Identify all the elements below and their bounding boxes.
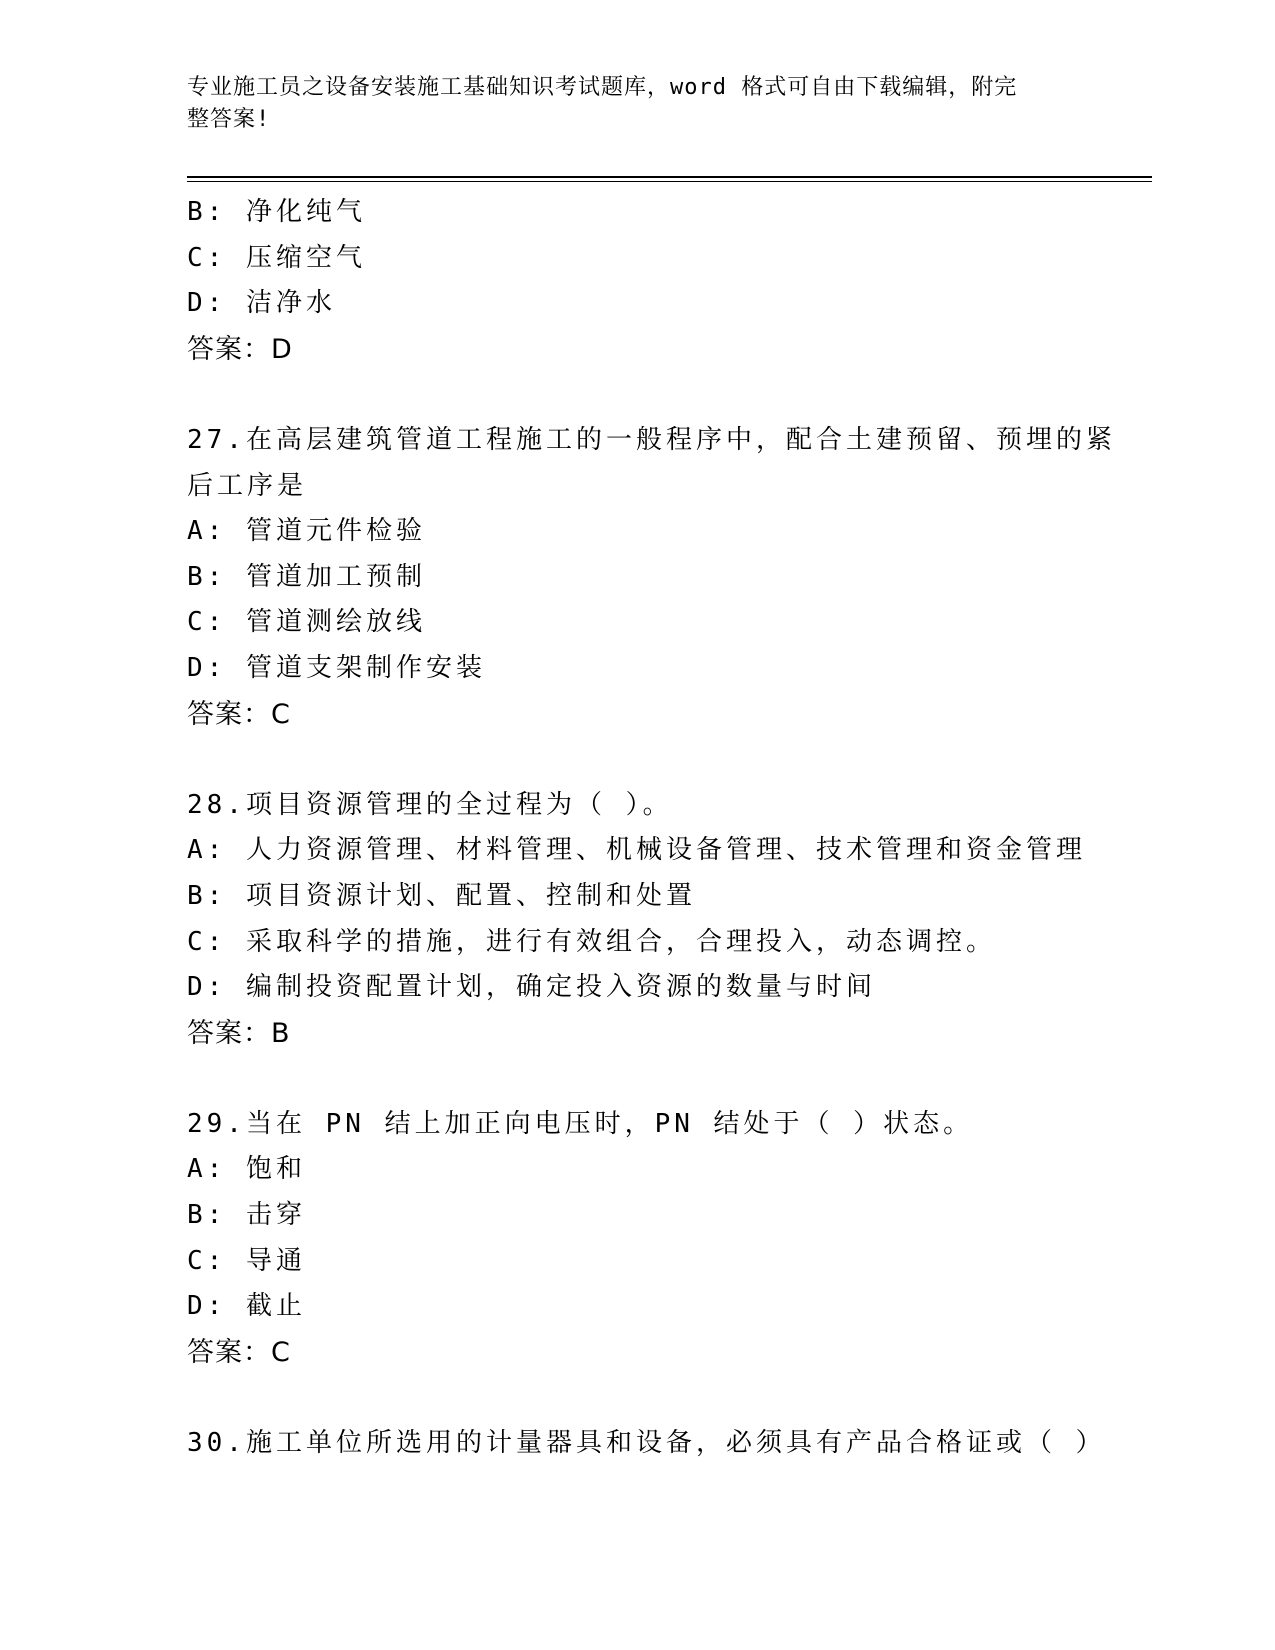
spacer (187, 372, 1147, 418)
question-27 (187, 418, 1147, 737)
spacer (187, 1375, 1147, 1421)
question-stem-line-1: 27.在高层建筑管道工程施工的一般程序中，配合土建预留、预埋的紧 (187, 424, 1116, 455)
option-c: C: 管道测绘放线 (187, 607, 426, 638)
option-c: C: 采取科学的措施，进行有效组合，合理投入，动态调控。 (187, 926, 996, 957)
option-d: D: 洁净水 (187, 288, 336, 319)
header-rule-thin (187, 181, 1152, 182)
question-28 (187, 783, 1147, 1057)
document-header (187, 72, 1087, 136)
header-line-2: 整答案! (187, 107, 271, 132)
option-a: A: 管道元件检验 (187, 516, 426, 547)
option-b: B: 净化纯气 (187, 197, 366, 227)
question-stem-line-2: 后工序是 (187, 470, 308, 501)
option-b: B: 击穿 (187, 1200, 306, 1231)
answer: 答案：C (187, 698, 291, 730)
spacer (187, 1056, 1147, 1102)
question-stem: 30.施工单位所选用的计量器具和设备，必须具有产品合格证或（ ） (187, 1428, 1106, 1459)
spacer (187, 737, 1147, 783)
option-d: D: 截止 (187, 1291, 306, 1322)
question-stem: 28.项目资源管理的全过程为（ ）。 (187, 789, 673, 820)
question-29 (187, 1102, 1147, 1376)
option-c: C: 压缩空气 (187, 242, 366, 273)
header-line-1: 专业施工员之设备安装施工基础知识考试题库，word 格式可自由下载编辑，附完 (187, 75, 1018, 100)
answer: 答案：D (187, 333, 293, 365)
option-b: B: 项目资源计划、配置、控制和处置 (187, 880, 696, 911)
option-c: C: 导通 (187, 1245, 306, 1276)
option-b: B: 管道加工预制 (187, 561, 426, 592)
question-list (187, 190, 1147, 1467)
answer: 答案：C (187, 1336, 291, 1368)
question-26 (187, 190, 1147, 372)
question-30 (187, 1421, 1147, 1467)
option-a: A: 人力资源管理、材料管理、机械设备管理、技术管理和资金管理 (187, 835, 1086, 866)
question-stem: 29.当在 PN 结上加正向电压时，PN 结处于（ ）状态。 (187, 1108, 974, 1139)
header-rule-thick (187, 176, 1152, 178)
option-d: D: 管道支架制作安装 (187, 652, 486, 683)
option-a: A: 饱和 (187, 1154, 306, 1185)
option-d: D: 编制投资配置计划，确定投入资源的数量与时间 (187, 972, 876, 1003)
answer: 答案：B (187, 1017, 291, 1049)
